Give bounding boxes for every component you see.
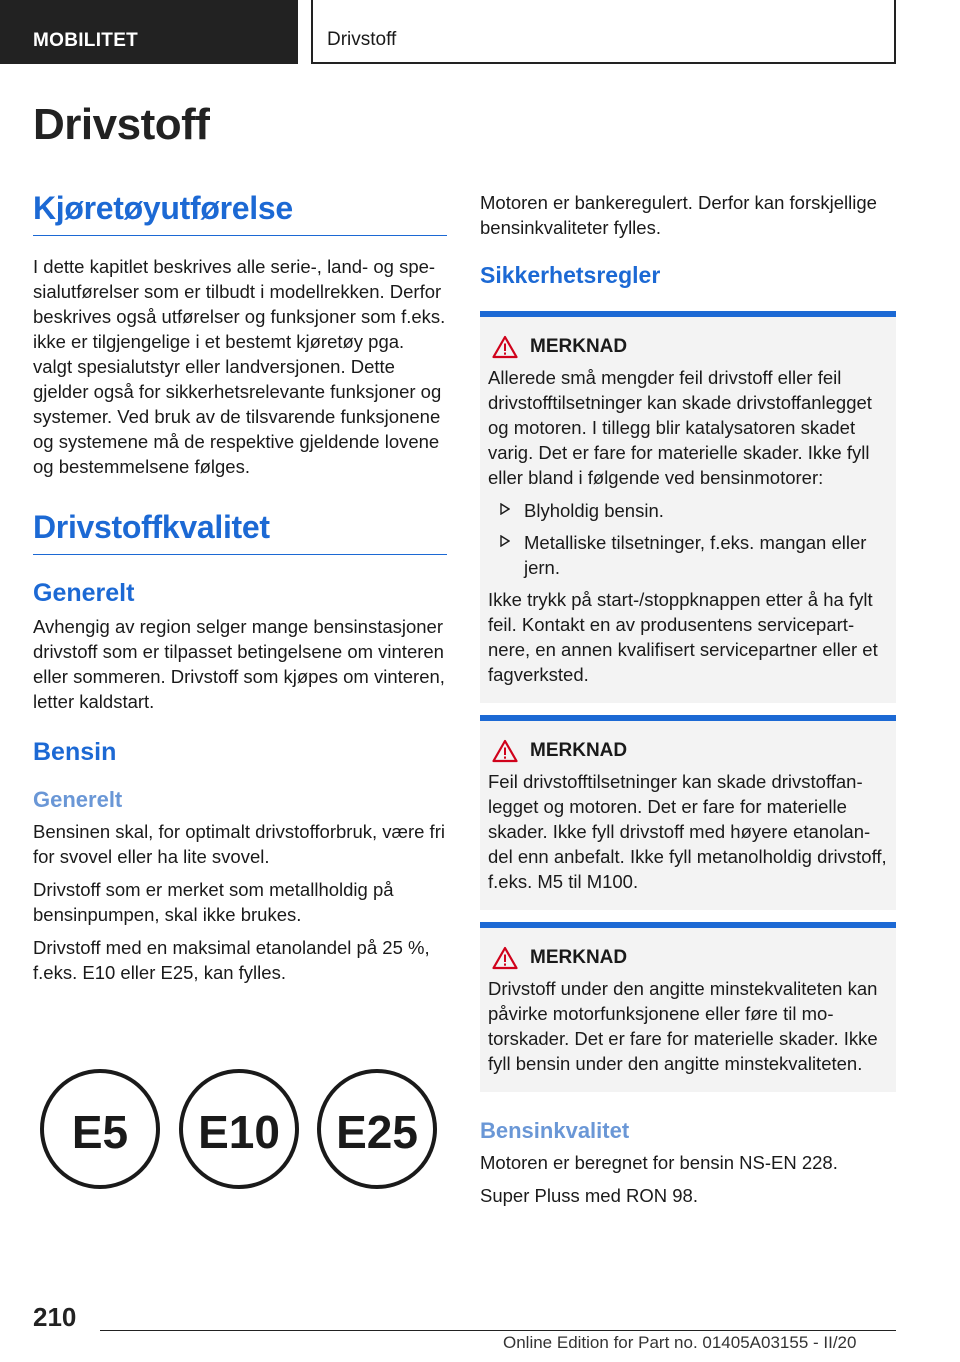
warning-triangle-icon (492, 946, 518, 970)
notice-wrong-fuel (480, 311, 896, 703)
header-chapter-label: Drivstoff (327, 29, 397, 50)
notice-fuel-additives (480, 715, 896, 910)
notice-text: Feil drivstofftilsetninger kan skade drivstoffanlegget og motoren. Det er fare for materielle skader. Ikke fyll drivstoff med høyere etanolandel enn anbefalt. Ikke fyll metanolholdig drivstoff, f.eks. M5 til M100. (488, 771, 887, 892)
heading-safety-rules: Sikkerhetsregler (480, 262, 661, 288)
notice-header (488, 739, 888, 763)
ethanol-labels-illustration (37, 1068, 447, 1190)
heading-petrol: Bensin (33, 738, 117, 766)
warning-triangle-icon (492, 335, 518, 359)
e25-sign (319, 1071, 435, 1187)
notice-header (488, 946, 888, 970)
triangle-bullet-icon (500, 535, 510, 547)
notice-label: MERKNAD (530, 947, 628, 968)
page-title: Drivstoff (33, 100, 210, 149)
heading-petrol-quality: Bensinkvalitet (480, 1118, 630, 1143)
paragraph-vehicle-version: I dette kapitlet beskrives alle serie-, land- og spesialutførelser som er tilbudt i modellrekken. Derfor beskrives også utførelser og funksjoner som f.eks. ikke er tilgjengelige i et bestemt kjøretøy pga. valgt spesialutstyr eller landversjonen. Dette gjelder også for sikkerhetsrelevante funksjoner og systemer. Ved bruk av de tilsvarende funksjonene og systemene må de respektive gjeldende lovene og bestemmelsene følges. (33, 256, 446, 477)
heading-fuel-quality: Drivstoffkvalitet (33, 509, 447, 555)
paragraph-petrol-metal: Drivstoff som er merket som metallholdig på bensinpumpen, skal ikke brukes. (33, 879, 394, 925)
header-section-label: MOBILITET (33, 30, 139, 51)
notice-header (488, 335, 888, 359)
paragraph-petrol-ron: Super Pluss med RON 98. (480, 1185, 698, 1206)
heading-general: Generelt (33, 579, 135, 607)
notice-minimum-quality (480, 922, 896, 1092)
list-item: Blyholdig bensin. (488, 498, 888, 523)
triangle-bullet-icon (500, 503, 510, 515)
paragraph-general: Avhengig av region selger mange bensinstasjoner drivstoff som er tilpasset betingelsene om vinteren eller sommeren. Drivstoff som kjøpes om vinteren, letter kaldstart. (33, 616, 445, 712)
notice-label: MERKNAD (530, 740, 628, 761)
paragraph-petrol-standard: Motoren er beregnet for bensin NS-EN 228. (480, 1152, 838, 1173)
warning-triangle-icon (492, 739, 518, 763)
notice-instructions: Ikke trykk på start-/stoppknappen etter å ha fylt feil. Kontakt en av produsentens servicepartnere, en annen kvalifisert servicepartner eller et fagverksted. (488, 589, 878, 685)
list-item: Metalliske tilsetninger, f.eks. mangan eller jern. (488, 530, 888, 580)
e25-sign-label: E25 (336, 1106, 418, 1158)
e10-sign (181, 1071, 297, 1187)
notice-text: Allerede små mengder feil drivstoff eller feil drivstofftilsetninger kan skade drivstoffanlegget og motoren. I tillegg blir katalysatoren skadet varig. Det er fare for materielle skader. Ikke fyll eller bland i følgende ved bensinmotorer: (488, 367, 872, 488)
notice-list (488, 498, 888, 580)
e5-sign-label: E5 (71, 1106, 129, 1158)
paragraph-knock-control: Motoren er bankeregulert. Derfor kan forskjellige bensinkvaliteter fylles. (480, 192, 877, 238)
page-number: 210 (33, 1302, 77, 1332)
header-section-tab (0, 0, 298, 64)
notice-text: Drivstoff under den angitte minstekvaliteten kan påvirke motorfunksjonene eller føre til motorskader. Det er fare for materielle skader. Ikke fyll bensin under den angitte minstekvaliteten. (488, 978, 878, 1074)
e10-sign-label: E10 (198, 1106, 280, 1158)
paragraph-petrol-sulphur: Bensinen skal, for optimalt drivstofforbruk, være fri for svovel eller ha lite svovel. (33, 821, 445, 867)
right-column (480, 190, 896, 1208)
paragraph-petrol-ethanol: Drivstoff med en maksimal etanolandel på 25 %, f.eks. E10 eller E25, kan fylles. (33, 937, 430, 983)
heading-petrol-general: Generelt (33, 787, 123, 812)
left-column (33, 190, 447, 985)
header-chapter-tab (311, 0, 896, 64)
footer-divider (100, 1330, 896, 1331)
heading-vehicle-version: Kjøretøyutførelse (33, 190, 447, 236)
footer-edition: Online Edition for Part no. 01405A03155 - II/20 (503, 1333, 857, 1352)
e5-sign (42, 1071, 158, 1187)
notice-label: MERKNAD (530, 336, 628, 357)
